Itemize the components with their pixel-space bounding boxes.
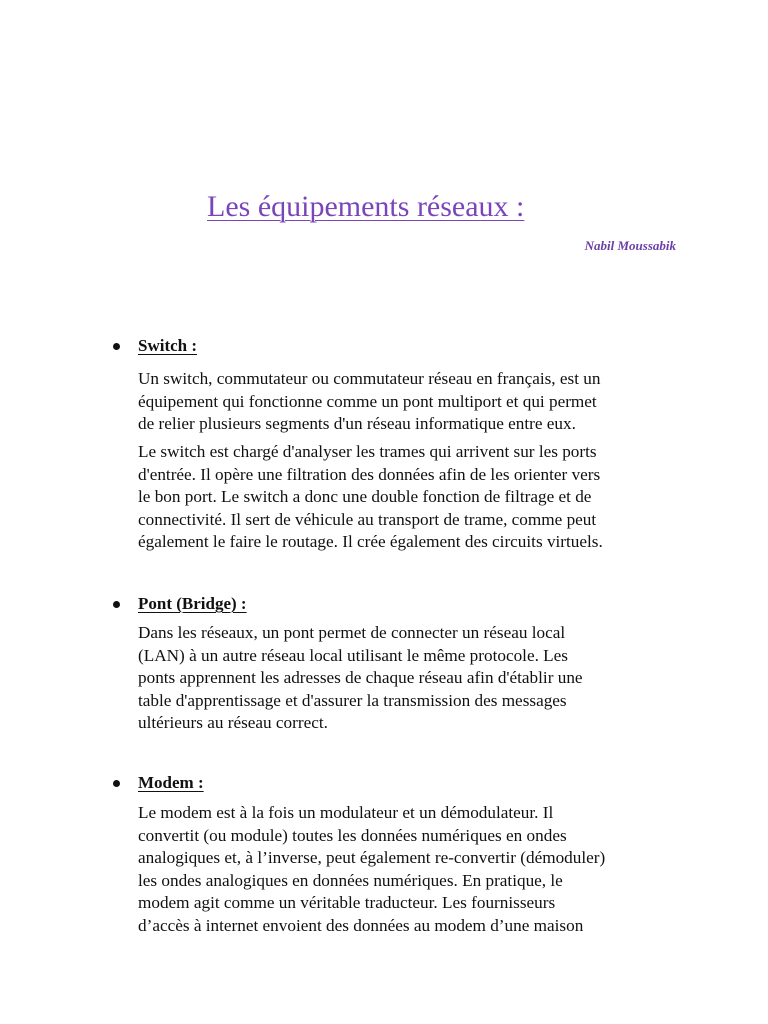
section-paragraph: Le switch est chargé d'analyser les trames qui arrivent sur les ports d'entrée. Il opère une filtration des données afin de les orienter vers le bon port. Le switch a donc une double fonction de filtrage et de connectivité. Il sert de véhicule au transport de trame, comme peut également le faire le routage. Il crée également des circuits virtuels.	[138, 442, 603, 552]
section-heading: Modem :	[138, 773, 204, 792]
section-heading: Switch :	[138, 336, 198, 355]
document-author: Nabil Moussabik	[584, 238, 676, 253]
section-paragraph: Dans les réseaux, un pont permet de connecter un réseau local (LAN) à un autre réseau local utilisant le même protocole. Les ponts apprennent les adresses de chaque réseau afin d'établir une table d'apprentissage et d'assurer la transmission des messages ultérieurs au réseau correct.	[138, 623, 583, 733]
section-heading-row	[113, 592, 247, 616]
bullet-icon	[113, 601, 120, 608]
document-title: Les équipements réseaux :	[207, 190, 525, 223]
bullet-icon	[113, 780, 120, 787]
section-heading: Pont (Bridge) :	[138, 594, 247, 613]
section-heading-row	[113, 771, 204, 795]
section-paragraph: Un switch, commutateur ou commutateur réseau en français, est un équipement qui fonctionne comme un pont multiport et qui permet de relier plusieurs segments d'un réseau informatique entre eux.	[138, 369, 601, 434]
section-heading-row	[113, 334, 197, 358]
bullet-icon	[113, 343, 120, 350]
section-paragraph: Le modem est à la fois un modulateur et un démodulateur. Il convertit (ou module) toutes les données numériques en ondes analogiques et, à l’inverse, peut également re-convertir (démoduler) les ondes analogiques en données numériques. En pratique, le modem agit comme un véritable traducteur. Les fournisseurs d’accès à internet envoient des données au modem d’une maison	[138, 803, 606, 935]
